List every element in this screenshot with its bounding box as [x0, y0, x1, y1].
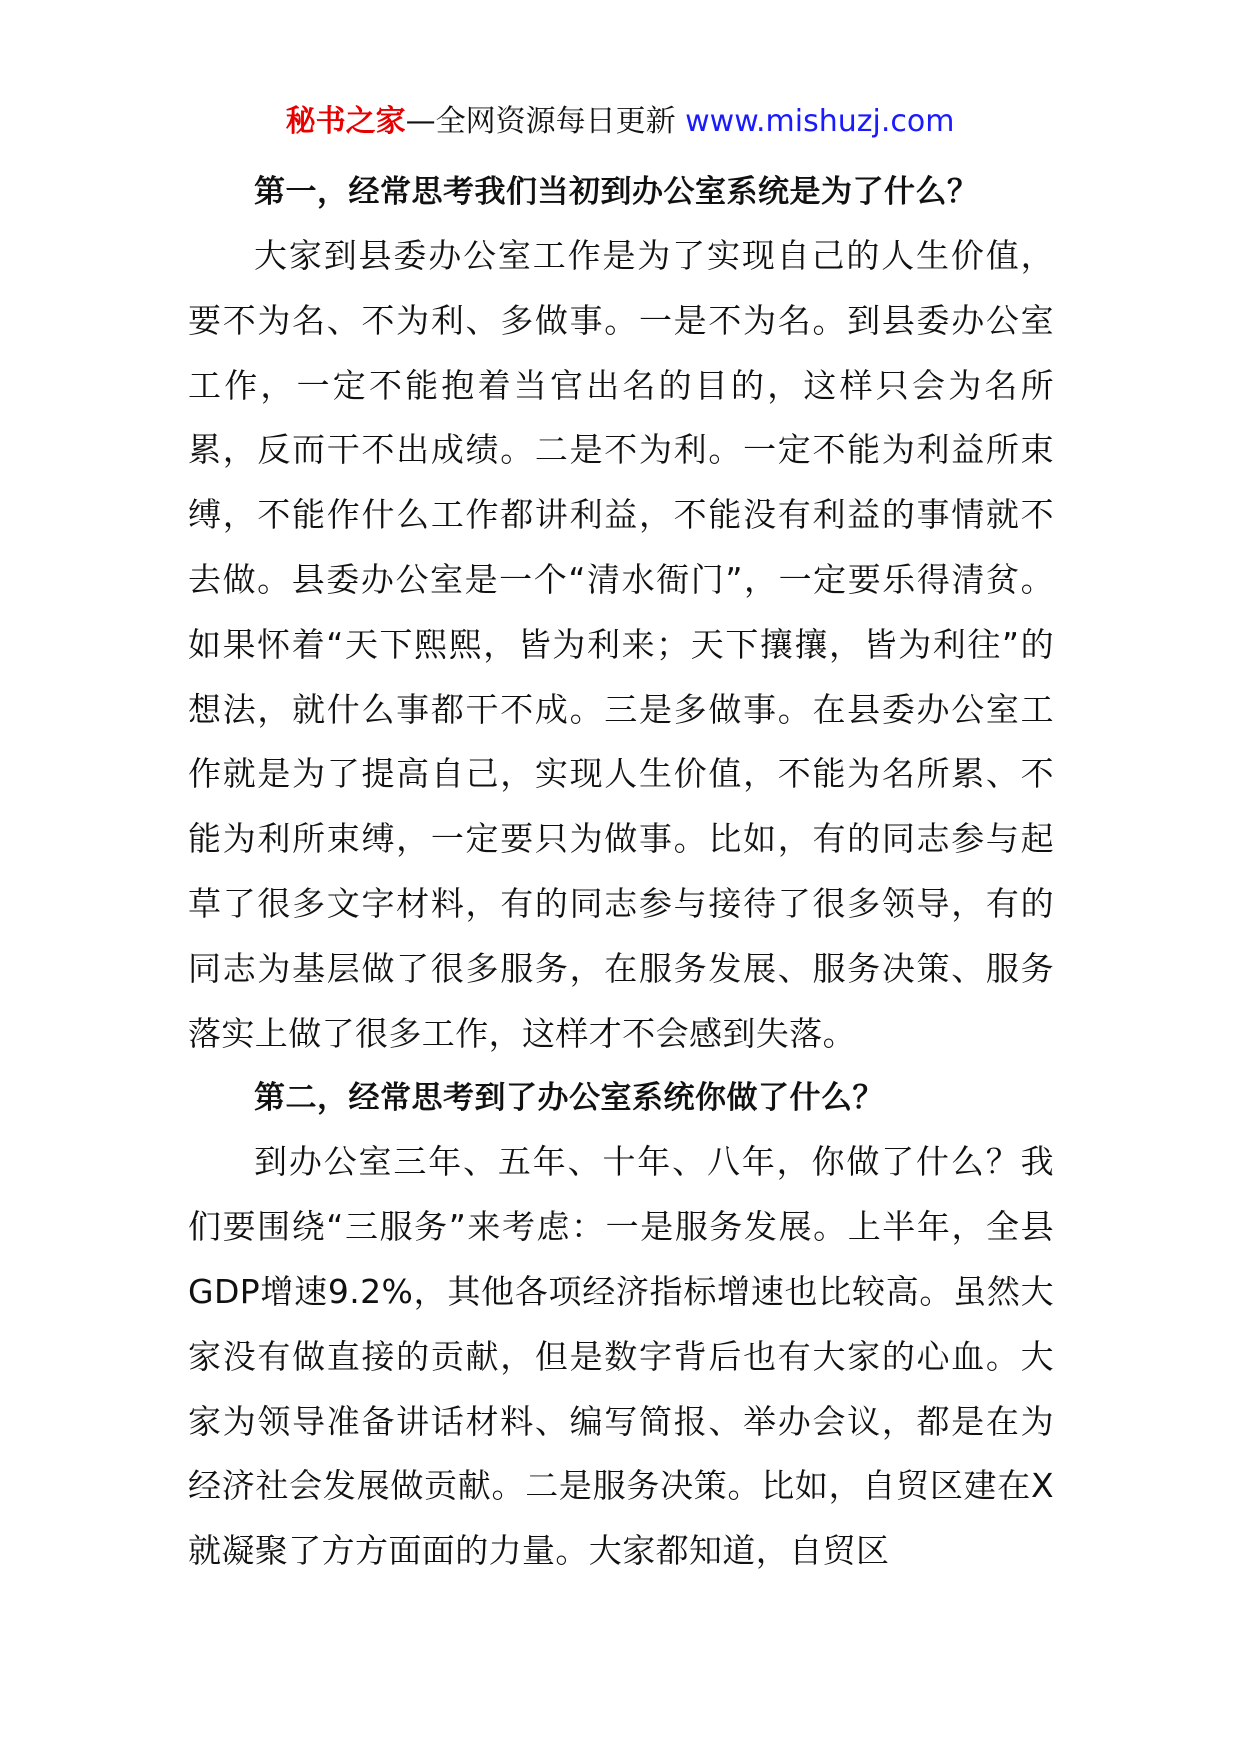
site-header — [0, 100, 1240, 144]
header-tagline: —全网资源每日更新 — [405, 104, 676, 139]
document-body — [188, 160, 1054, 1584]
brand-name: 秘书之家 — [285, 104, 406, 139]
section-heading-1: 第一，经常思考我们当初到办公室系统是为了什么？ — [254, 174, 979, 210]
site-url-link[interactable]: www.mishuzj.com — [685, 104, 955, 139]
section-heading-2: 第二，经常思考到了办公室系统你做了什么？ — [254, 1080, 884, 1117]
section-paragraph-2: 到办公室三年、五年、十年、八年，你做了什么？我们要围绕“三服务”来考虑：一是服务发展。上半年，全县GDP增速9.2%，其他各项经济指标增速也比较高。虽然大家没有做直接的贡献，但是数字背后也有大家的心血。大家为领导准备讲话材料、编写简报、举办会议，都是在为经济社会发展做贡献。二是服务决策。比如，自贸区建在X就凝聚了方方面面的力量。大家都知道，自贸区 — [188, 1142, 1054, 1571]
section-paragraph-1: 大家到县委办公室工作是为了实现自己的人生价值，要不为名、不为利、多做事。一是不为名。到县委办公室工作，一定不能抱着当官出名的目的，这样只会为名所累，反而干不出成绩。二是不为利。一定不能为利益所束缚，不能作什么工作都讲利益，不能没有利益的事情就不去做。县委办公室是一个“清水衙门”，一定要乐得清贫。如果怀着“天下熙熙，皆为利来；天下攘攘，皆为利往”的想法，就什么事都干不成。三是多做事。在县委办公室工作就是为了提高自己，实现人生价值，不能为名所累、不能为利所束缚，一定要只为做事。比如，有的同志参与起草了很多文字材料，有的同志参与接待了很多领导，有的同志为基层做了很多服务，在服务发展、服务决策、服务落实上做了很多工作，这样才不会感到失落。 — [188, 236, 1054, 1053]
